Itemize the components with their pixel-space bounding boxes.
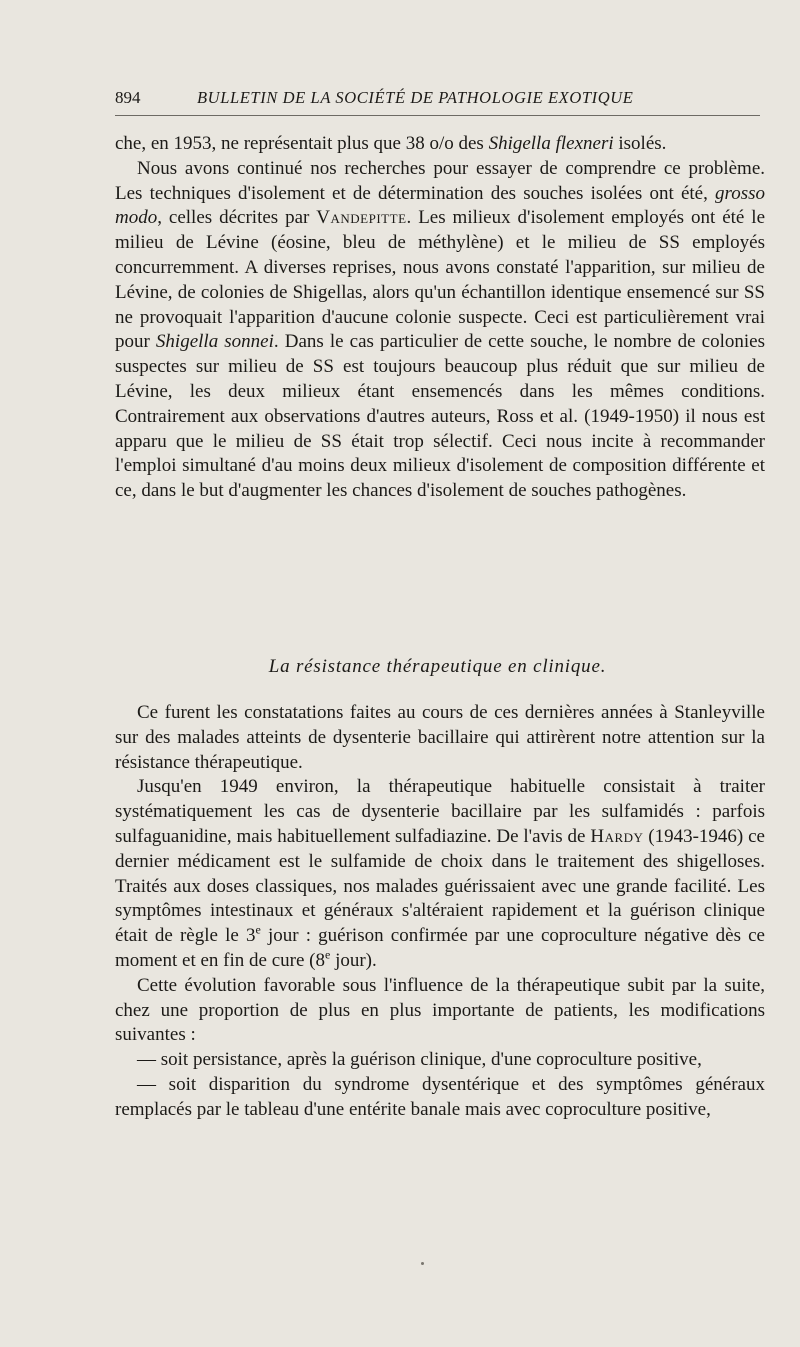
- text-run: (1943-1946) ce dernier médicament est le sulfamide de choix dans le traitement des shigelloses. Traités aux doses classiques, nos malades guérissaient avec une grande facilité. Les symptômes intestinaux et généraux s'altéraient rapidement et la guérison clinique était de règle le 3: [115, 825, 765, 947]
- superscript: e: [324, 947, 331, 962]
- paragraph-therapy: [115, 775, 765, 973]
- page-header: [115, 88, 760, 110]
- author-name: Vandepitte: [316, 207, 407, 229]
- text-run: che, en 1953, ne représentait plus que 38 o/o des: [115, 133, 489, 154]
- print-speck: [421, 1262, 424, 1265]
- text-run: Nous avons continué nos recherches pour essayer de comprendre ce problème. Les techniques d'isolement et de détermination des souches isolées ont été,: [115, 157, 765, 204]
- header-rule: [115, 115, 760, 116]
- species-name: Shigella flexneri: [488, 133, 614, 154]
- section-2-body: [115, 701, 765, 1123]
- paragraph-evolution: Cette évolution favorable sous l'influence de la thérapeutique subit par la suite, chez une proportion de plus en plus importante de patients, les modifications suivantes :: [115, 974, 765, 1046]
- text-run: . Dans le cas particulier de cette souche, le nombre de colonies suspectes sur milieu de SS est toujours beaucoup plus réduit que sur milieu de Lévine, les deux milieux étant ensemencés dans les mêmes conditions. Contrairement aux observations d'autres auteurs, Ross et al. (1949-1950) il nous est apparu que le milieu de SS était trop sélectif. Ceci nous incite à recommander l'emploi simultané d'au moins deux milieux d'isolement de composition différente et ce, dans le but d'augmenter les chances d'isolement de souches pathogènes.: [115, 331, 765, 502]
- page-number: 894: [115, 88, 141, 107]
- latin-phrase: grosso modo: [115, 182, 765, 229]
- text-run: jour : guérison confirmée par une coproculture négative dès ce moment et en fin de cure (8: [115, 925, 765, 971]
- running-title: BULLETIN DE LA SOCIÉTÉ DE PATHOLOGIE EXOTIQUE: [197, 88, 634, 107]
- text-run: . Les milieux d'isolement employés ont été le milieu de Lévine (éosine, bleu de méthylène) et le milieu de SS employés concurremment. A diverses reprises, nous avons constaté l'apparition, sur milieu de Lévine, de colonies de Shigellas, alors qu'un échantillon identique ensemencé sur SS ne provoquait l'apparition d'aucune colonie suspecte. Ceci est particulièrement vrai pour: [115, 207, 766, 353]
- text-run: isolés.: [613, 133, 667, 154]
- paragraph-methods: [115, 157, 765, 504]
- text-run: Jusqu'en 1949 environ, la thérapeutique habituelle consistait à traiter systématiquement les cas de dysenterie bacillaire par les sulfamidés : parfois sulfaguanidine, mais habituellement sulfadiazine. De l'avis de: [115, 776, 765, 847]
- text-run: jour).: [330, 949, 377, 971]
- paragraph-continuation: [115, 132, 765, 157]
- section-heading: La résistance thérapeutique en clinique.: [268, 656, 607, 677]
- list-item-disappearance: — soit disparition du syndrome dysentérique et des symptômes généraux remplacés par le tableau d'une entérite banale mais avec coproculture positive,: [115, 1073, 765, 1120]
- paragraph-observations: Ce furent les constatations faites au cours de ces dernières années à Stanleyville sur des malades atteints de dysenterie bacillaire qui attirèrent notre attention sur la résistance thérapeutique.: [115, 702, 765, 773]
- text-run: , celles décrites par: [157, 207, 317, 229]
- section-1-body: [115, 132, 765, 504]
- superscript: e: [255, 922, 261, 937]
- list-item-persistence: — soit persistance, après la guérison clinique, d'une coproculture positive,: [137, 1049, 702, 1071]
- author-name: Hardy: [590, 825, 644, 847]
- species-name: Shigella sonnei: [155, 331, 274, 353]
